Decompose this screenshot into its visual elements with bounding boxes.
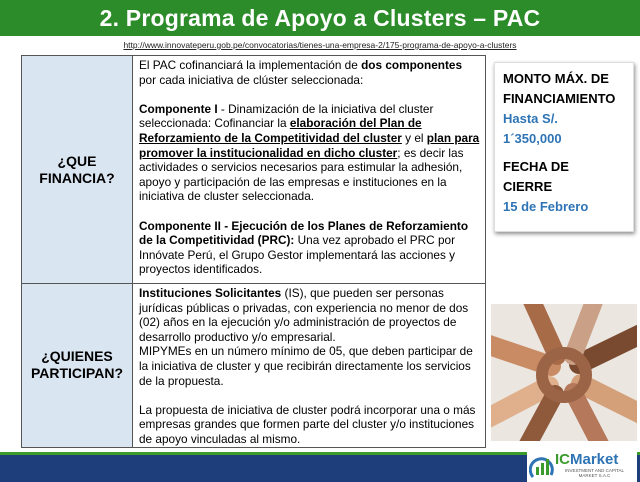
monto-label-line-2: FINANCIAMIENTO bbox=[503, 91, 616, 106]
component-2-paragraph: Componente II - Ejecución de los Planes de Reforzamiento de la Competitividad (PRC): Una vez aprobado el PRC por Innóvate Perú, el Grupo Gestor implementará las acciones y proyectos identificados. bbox=[139, 218, 469, 277]
propuesta-paragraph: La propuesta de iniciativa de cluster podrá incorporar una o más empresas grandes que formen parte del cluster y/o instituciones de apoyo vinculadas al mismo. bbox=[139, 402, 476, 446]
que-financia-label: ¿QUE FINANCIA? bbox=[22, 56, 133, 284]
intro-paragraph: El PAC cofinanciará la implementación de dos componentes por cada iniciativa de clúster seleccionada: bbox=[139, 58, 463, 87]
cierre-label-line-2: CIERRE bbox=[503, 179, 553, 194]
monto-label-line-1: MONTO MÁX. DE bbox=[503, 71, 609, 86]
page-title: 2. Programa de Apoyo a Clusters – PAC bbox=[99, 4, 541, 31]
quienes-participan-content bbox=[133, 284, 486, 448]
monto-value-line-2: 1´350,000 bbox=[503, 131, 562, 146]
brand-name: ICMarket bbox=[555, 451, 619, 468]
quienes-participan-label: ¿QUIENES PARTICIPAN? bbox=[22, 284, 133, 448]
component-1-paragraph: Componente I - Dinamización de la iniciativa del cluster seleccionada: Cofinanciar la elaboración del Plan de Reforzamiento de la Competitividad del cluster y el plan para promover la institucionalidad en dicho cluster; es decir las actividades o servicios necesarios para estimular la adhesión, apoyo y participación de las empresas e instituciones en la iniciativa de cluster seleccionada. bbox=[139, 101, 480, 204]
cierre-label-line-1: FECHA DE bbox=[503, 159, 569, 174]
monto-value-line-1: Hasta S/. bbox=[503, 111, 558, 126]
que-financia-content bbox=[133, 56, 486, 284]
teamwork-hands-image bbox=[491, 304, 637, 441]
cierre-value: 15 de Febrero bbox=[503, 199, 589, 214]
funding-info-box bbox=[494, 62, 634, 232]
source-url-link[interactable]: http://www.innovateperu.gob.pe/convocatorias/tienes-una-empresa-2/175-programa-de-apoyo-a-clusters bbox=[123, 40, 517, 50]
mipymes-paragraph: MIPYMEs en un número mínimo de 05, que deben participar de la iniciativa de cluster y que recibirán directamente los servicios de la propuesta. bbox=[139, 344, 473, 388]
chart-logo-icon bbox=[529, 451, 555, 481]
title-bar bbox=[0, 0, 640, 36]
info-table bbox=[21, 55, 486, 448]
instituciones-paragraph: Instituciones Solicitantes (IS), que pueden ser personas jurídicas públicas o privadas, con experiencia no menor de dos (02) años en la ejecución y/o administración de proyectos de desarrollo productivo y/o empresarial. bbox=[139, 286, 469, 344]
icmarket-logo bbox=[527, 449, 637, 482]
brand-tagline: INVESTMENT AND CAPITAL MARKET S.A.C bbox=[564, 468, 625, 478]
